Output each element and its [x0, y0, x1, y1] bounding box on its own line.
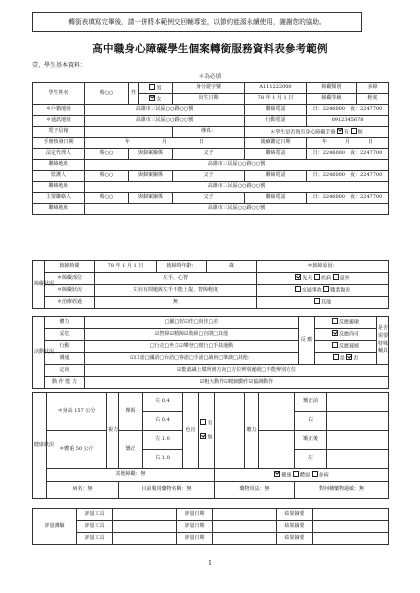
checkbox-empty-icon[interactable]: [314, 298, 320, 304]
phone-field[interactable]: 日：2246000 夜：2247700: [307, 193, 389, 204]
gender-male-option[interactable]: 男: [139, 83, 173, 94]
checkbox-checked-icon: [346, 354, 352, 360]
assessment-tool-field[interactable]: [113, 509, 177, 521]
manual-date-field[interactable]: 年 月 日: [85, 138, 245, 149]
pre-correction-field[interactable]: [327, 393, 389, 412]
section-heading: 壹、學生基本資料：: [32, 62, 87, 69]
relation-label: 與個案關係: [129, 193, 173, 204]
contact-address-field[interactable]: 高雄市三民區○○路○○號: [85, 160, 389, 171]
household-address-field[interactable]: 高雄市三民區○○路○○號: [85, 105, 245, 116]
checkbox-empty-icon: [312, 471, 318, 477]
naked-right-field[interactable]: 右 0.4: [143, 412, 183, 431]
checkbox-empty-icon: [149, 84, 155, 90]
assessment-tool-label: 評量工具: [77, 533, 113, 545]
page-number: 1: [208, 560, 212, 567]
post-correction-field[interactable]: [327, 431, 389, 450]
relation-label: 與個案關係: [129, 149, 173, 160]
physique-options[interactable]: □顯□好☑佳□尚佳□差: [85, 317, 299, 329]
assessment-result-field[interactable]: [313, 521, 389, 533]
activity-table: [32, 316, 389, 389]
phone-field[interactable]: 日：2246000 夜：2247700: [307, 105, 389, 116]
checkbox-checked-icon: [149, 95, 155, 101]
checkbox-empty-icon: [333, 354, 339, 360]
disability-category-field[interactable]: 多障: [357, 83, 389, 94]
assessment-result-field[interactable]: [313, 509, 389, 521]
weight-field[interactable]: ＊體重 50 公斤: [47, 431, 107, 469]
phone-label: 聯絡電話: [245, 105, 307, 116]
contact-address-field[interactable]: 高雄市三民區○○路○○號: [85, 182, 389, 193]
contact-address-field[interactable]: 高雄市三民區○○路○○號: [85, 204, 389, 215]
checkbox-empty-icon[interactable]: [323, 286, 329, 292]
mobility-label: 行動: [45, 341, 85, 353]
disability-level-label: 障礙等級: [307, 94, 357, 105]
disability-side-label: 障礙狀況: [33, 261, 45, 309]
reaction-option-2[interactable]: 反應尚可: [315, 329, 377, 341]
assessment-tool-field[interactable]: [113, 521, 177, 533]
checkbox-empty-icon[interactable]: [314, 274, 320, 280]
medication-field[interactable]: 目前服用藥物名稱：無: [119, 482, 215, 499]
manual-question: ＊學生是否領有身心障礙手冊 有 無: [245, 127, 389, 138]
relation-field[interactable]: 父子: [173, 171, 245, 182]
guardian-label: 監護人: [33, 171, 85, 182]
phone-field[interactable]: 日：2246000 夜：2247700: [307, 149, 389, 160]
assessment-date-label: 評量日期: [177, 509, 213, 521]
fax-field[interactable]: 傳真：: [173, 127, 245, 138]
checkbox-checked-icon[interactable]: [295, 274, 301, 280]
left-label: 左: [295, 450, 327, 469]
relation-label: 與個案關係: [129, 171, 173, 182]
phone-field[interactable]: 日：2246000 夜：2247700: [307, 171, 389, 182]
activity-side-label: 活動狀況: [33, 317, 45, 389]
mobile-label: 行動電話: [245, 116, 307, 127]
checkbox-checked-icon: [274, 471, 280, 477]
post-correction-label: 矯正後: [295, 431, 327, 450]
onset-age-label: 致障時年齡：: [157, 261, 207, 273]
relation-field[interactable]: 父子: [173, 193, 245, 204]
legal-guardian-label: 法定代理人: [33, 149, 85, 160]
height-field[interactable]: ＊身高 157 公分: [47, 393, 107, 431]
care-options[interactable]: ☑智障☑精障☑肢障□自閉□其他: [85, 329, 299, 341]
naked-left-field[interactable]: 左 0.4: [143, 393, 183, 412]
renewal-date-label: 後續鑑定日期: [245, 138, 307, 149]
cause-options-row2: 交通事故 職業傷害: [257, 285, 389, 297]
mobile-field[interactable]: 0912345678: [307, 116, 389, 127]
motor-ability-label: 動 作 能 力: [45, 377, 85, 389]
guardian-name[interactable]: 蔡○○: [85, 171, 129, 182]
assessment-date-label: 評量日期: [177, 521, 213, 533]
status-field[interactable]: 左肩有問題致左手不能上提、智障輕度: [95, 285, 257, 297]
left-field[interactable]: [327, 450, 389, 469]
relation-field[interactable]: 父子: [173, 149, 245, 160]
disability-level-field[interactable]: 輕度: [357, 94, 389, 105]
assessment-tool-label: 評量工具: [77, 509, 113, 521]
reaction-option-3[interactable]: 反應遲緩: [315, 341, 377, 353]
cause-options-row1: 先天 疾病 意外: [257, 273, 389, 285]
assessment-result-label: 結果摘要: [277, 533, 313, 545]
assessment-side-label: 評量測驗: [33, 509, 77, 545]
communication-options[interactable]: ☑口語□國語□台語□客語□手語□讀唇□筆談□其他：: [85, 353, 299, 365]
contact-address-label: 聯絡地址: [33, 204, 85, 215]
color-blind-options[interactable]: 有 無: [199, 393, 215, 469]
onset-age-field[interactable]: 歲: [207, 261, 257, 273]
required-note: ＊為必填: [198, 74, 222, 80]
onset-time-label: 致障時間: [45, 261, 95, 273]
vision-label: 視力: [107, 393, 119, 469]
treatment-label: ＊治療經過: [45, 297, 95, 309]
care-label: 妥危: [45, 329, 85, 341]
hearing-post-blank[interactable]: [259, 431, 295, 469]
checkbox-empty-icon: [200, 419, 206, 425]
health-side-label: 健康狀況: [33, 393, 47, 499]
checkbox-empty-icon: [332, 318, 338, 324]
assessment-date-label: 評量日期: [177, 533, 213, 545]
gender-label: 性: [129, 83, 139, 105]
corrected-vision-label: 矯正: [119, 431, 143, 469]
birth-label: 出生日期: [173, 94, 245, 105]
checkbox-empty-icon[interactable]: [351, 128, 357, 134]
orientation-options[interactable]: ☑能認識上環所到方向□方位辨別遲緩□不能辨別方位: [85, 365, 389, 377]
body-part-label: ＊障礙部位: [45, 273, 95, 285]
hearing-blank[interactable]: [215, 393, 245, 469]
contact-address-label: 聯絡地址: [33, 160, 85, 171]
corrected-left-field[interactable]: 左 1.0: [143, 431, 183, 450]
mailing-address-field[interactable]: 高雄市三民區○○路○○號: [85, 116, 245, 127]
motor-ability-options[interactable]: ☑粗大動作☑精細動作☑協調動作: [85, 377, 389, 389]
checkbox-empty-icon: [332, 342, 338, 348]
aid-need-options[interactable]: 是 否: [315, 353, 377, 365]
cause-options-row3: 其他: [257, 297, 389, 309]
disability-category-label: 障礙類別: [307, 83, 357, 94]
hearing-pre-blank[interactable]: [259, 393, 295, 431]
id-label: 身分證字號: [173, 83, 245, 94]
checkbox-checked-icon[interactable]: [337, 128, 343, 134]
medication-usage-field[interactable]: 藥物用法：無: [215, 482, 295, 499]
reaction-option-1[interactable]: 反應靈敏: [315, 317, 377, 329]
page-title: 高中職身心障礙學生個案轉銜服務資料表參考範例: [92, 43, 328, 55]
assessment-date-field[interactable]: [213, 509, 277, 521]
assessment-tool-label: 評量工具: [77, 521, 113, 533]
checkbox-checked-icon: [200, 433, 206, 439]
student-name-field[interactable]: 蔡○○: [85, 83, 129, 105]
basic-info-table: [32, 82, 389, 215]
assessment-date-field[interactable]: [213, 533, 277, 545]
corrected-right-field[interactable]: 右 1.0: [143, 450, 183, 469]
primary-contact-label: 主要聯絡人: [33, 193, 85, 204]
notice-text: 轉銜表填寫完畢後，請一併將本範例交回輔導室，以節約能源永續使用，謝謝您的協助。: [68, 18, 326, 26]
manual-date-label: 手冊核發日期: [33, 138, 85, 149]
primary-contact-name[interactable]: 蔡○○: [85, 193, 129, 204]
naked-vision-label: 裸視: [119, 393, 143, 431]
gender-female-option[interactable]: 女: [139, 94, 173, 105]
right-field[interactable]: [327, 412, 389, 431]
id-field[interactable]: A111222000: [245, 83, 307, 94]
assessment-date-field[interactable]: [213, 521, 277, 533]
assessment-result-label: 結果摘要: [277, 521, 313, 533]
birth-field[interactable]: 78 年 1 月 1 日: [245, 94, 307, 105]
assessment-tool-field[interactable]: [113, 533, 177, 545]
body-part-field[interactable]: 左手、心智: [95, 273, 257, 285]
health-table: [32, 392, 389, 499]
assessment-result-field[interactable]: [313, 533, 389, 545]
disability-table: [32, 260, 389, 309]
onset-time-field[interactable]: 78 年 1 月 1 日: [95, 261, 157, 273]
physique-label: 體力: [45, 317, 85, 329]
renewal-date-field[interactable]: 年 月 日: [307, 138, 389, 149]
checkbox-empty-icon[interactable]: [333, 274, 339, 280]
notice-box: [32, 12, 362, 32]
mailing-address-label: ＊通訊地址: [33, 116, 85, 127]
cause-label: ＊致障原因：: [257, 261, 389, 273]
orientation-label: 定向: [45, 365, 85, 377]
treatment-field[interactable]: 無: [95, 297, 257, 309]
checkbox-empty-icon: [293, 471, 299, 477]
assessment-table: [32, 508, 389, 545]
communication-label: 溝通: [45, 353, 85, 365]
reaction-label: 反 應: [299, 317, 315, 365]
drug-allergy-field[interactable]: 對何種藥物過敏：無: [295, 482, 389, 499]
household-address-label: ＊戶籍地址: [33, 105, 85, 116]
aid-need-label: 是否 需要 特殊 輔具: [377, 317, 389, 365]
pre-correction-label: 矯正前: [295, 393, 327, 412]
disease-field[interactable]: 病名：無: [47, 482, 119, 499]
student-name-label: 學生姓名: [33, 83, 85, 105]
hearing-label: 聽力: [245, 393, 259, 469]
phone-label: 聯絡電話: [245, 149, 307, 160]
assessment-result-label: 結果摘要: [277, 509, 313, 521]
email-label: 電子信箱: [33, 127, 85, 138]
color-blind-label: 色盲: [183, 393, 199, 469]
right-label: 右: [295, 412, 327, 431]
phone-label: 聯絡電話: [245, 193, 307, 204]
checkbox-empty-icon[interactable]: [295, 286, 301, 292]
email-field[interactable]: [85, 127, 173, 138]
mobility-options[interactable]: □行走□坐立☑攀登□爬行□手扶運動: [85, 341, 299, 353]
contact-address-label: 聯絡地址: [33, 182, 85, 193]
legal-guardian-name[interactable]: 蔡○○: [85, 149, 129, 160]
phone-label: 聯絡電話: [245, 171, 307, 182]
other-disability-field[interactable]: 其他障礙：無: [47, 469, 215, 482]
checkbox-checked-icon: [332, 330, 338, 336]
status-label: ＊障礙狀況: [45, 285, 95, 297]
health-condition-options[interactable]: 健康 體弱 多病: [215, 469, 389, 482]
